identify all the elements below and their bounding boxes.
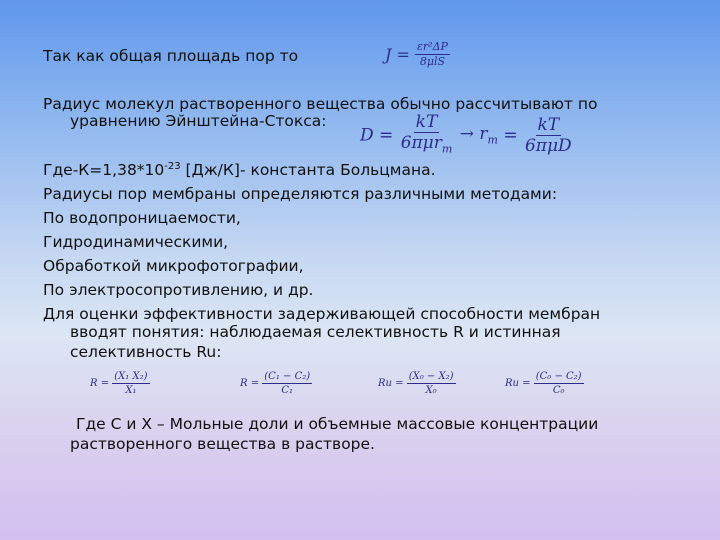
formula-fraction	[523, 115, 574, 156]
selectivity-formula-3	[378, 370, 456, 397]
legend-line-2: растворенного вещества в растворе.	[70, 435, 375, 453]
method-hydro: Гидродинамическими,	[43, 233, 229, 251]
formula-lhs: D =	[360, 125, 394, 146]
formula-fraction	[415, 40, 450, 69]
method-micro: Обработкой микрофотографии,	[43, 257, 304, 275]
boltzmann-post: [Дж/К]- константа Больцмана.	[180, 161, 436, 179]
selectivity-line-2: вводят понятия: наблюдаемая селективность R и истинная	[70, 323, 561, 341]
formula-numerator: kT	[415, 112, 438, 132]
formula-denominator: C₀	[552, 385, 565, 396]
formula-lhs: Ru =	[505, 378, 531, 389]
formula-equals: =	[503, 125, 518, 146]
selectivity-formula-4	[505, 370, 584, 397]
legend-line: Где С и Х – Мольные доли и объемные массовые концентрации	[76, 415, 599, 433]
formula-arrow	[459, 124, 498, 147]
formula-fraction	[262, 370, 312, 397]
boltzmann-exponent: -23	[164, 161, 181, 172]
formula-denominator: C₁	[281, 385, 294, 396]
formula-numerator: (C₁ − C₂)	[264, 371, 311, 382]
formula-denominator	[399, 133, 455, 159]
formula-lhs: R =	[240, 378, 260, 389]
selectivity-formula-2	[240, 370, 312, 397]
selectivity-line: Для оценки эффективности задерживающей способности мембран	[43, 305, 601, 323]
formula-lhs: R =	[90, 378, 110, 389]
intro-line: Так как общая площадь пор то	[43, 47, 299, 65]
formula-lhs: J =	[385, 45, 410, 64]
einstein-stokes-formula	[360, 112, 574, 159]
formula-numerator: εr²ΔP	[417, 40, 448, 53]
formula-subscript: m	[441, 142, 453, 156]
formula-arrow-text: → r	[459, 124, 488, 145]
pore-area-formula	[385, 40, 450, 69]
formula-denominator: 8μlS	[419, 55, 446, 68]
formula-fraction	[112, 370, 149, 397]
formula-denominator: X₁	[125, 385, 137, 396]
formula-fraction	[534, 370, 584, 397]
boltzmann-line	[43, 160, 436, 180]
formula-subscript: m	[487, 133, 498, 147]
selectivity-formula-1	[90, 370, 150, 397]
formula-fraction	[407, 370, 456, 397]
methods-line: Радиусы пор мембраны определяются различными методами:	[43, 185, 558, 203]
formula-numerator: kT	[537, 115, 560, 136]
formula-denominator-main: 6πμr	[400, 133, 442, 153]
method-water: По водопроницаемости,	[43, 209, 241, 227]
formula-denominator: 6πμD	[524, 136, 572, 157]
formula-numerator: (X₁ X₂)	[114, 371, 148, 382]
formula-fraction	[399, 112, 455, 159]
formula-numerator: (C₀ − C₂)	[535, 371, 582, 382]
selectivity-line-3: селективность Ru:	[70, 343, 222, 361]
formula-numerator: (X₀ − X₂)	[408, 371, 454, 382]
formula-denominator: X₀	[425, 385, 437, 396]
method-electro: По электросопротивлению, и др.	[43, 281, 314, 299]
radius-line: Радиус молекул растворенного вещества обычно рассчитывают по	[43, 95, 598, 113]
boltzmann-pre: Где-К=1,38*10	[43, 161, 165, 179]
formula-lhs: Ru =	[378, 378, 404, 389]
einstein-stokes-line: уравнению Эйнштейна-Стокса:	[70, 112, 327, 130]
